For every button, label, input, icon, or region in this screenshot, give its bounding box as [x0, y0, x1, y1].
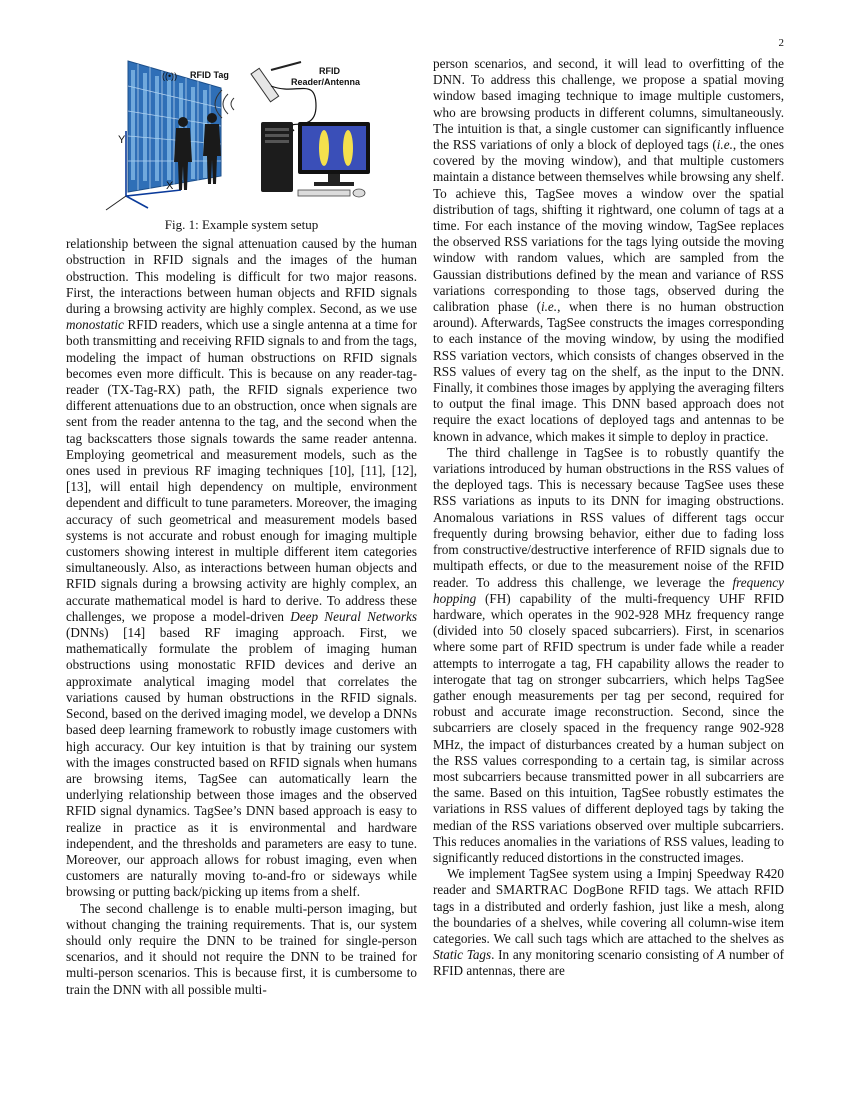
text-run: (DNNs) [14] based RF imaging approach. First, we mathematically formulate the problem of imaging human obstructions using monostatic RFID devices and derive an approximate analytical imaging model that correlates the variations caused by human obstructions in the RFID signals. Second, based on the derived imaging model, we develop a DNNs based deep learning framework to robustly image customers with high accuracy. Our key intuition is that by training our system with the images constructed based on RFID signals when humans are browsing items, TagSee can automatically learn the underlying relationship between those images and the observed RFID signal dynamics. TagSee’s DNN based approach is easy to realize in practice as it is environmental and hardware independent, and the thresholds and parameters are easy to tune. Moreover, our approach allows for robust imaging, even when customers are naturally moving to-and-fro or sideways while browsing or putting back/picking up items from a shelf. [66, 625, 417, 900]
text-run: , when there is no human obstruction around). Afterwards, TagSee constructs the images corresponding to each instance of the moving window, by using the modified RSS variation vectors, which consists of changes observed in the RSS values of every tag on the shelf, as the input to the DNN. Finally, it combines those images by applying the averaging filters to output the final image. This DNN based approach does not require the exact locations of deployed tags and antennas to be known in advance, which makes it simple to deploy in practice. [433, 299, 784, 444]
figure-label-rfid-tag: RFID Tag [190, 70, 229, 80]
italic-term: Deep Neural Networks [290, 608, 417, 624]
text-run: , the ones covered by the moving window), and that multiple customers maintain a distance between themselves while browsing any shelf. To achieve this, TagSee moves a window over the spatial distribution of tags, shifting it rightward, one column of tags at a time. For each instance of the moving window, TagSee replaces the observed RSS variations for the tags lying outside the moving window with random values, which are sampled from the Gaussian distributions defined by the mean and variance of RSS variations corresponding to those tags, observed during the calibration phase ( [433, 137, 784, 315]
figure-caption: Fig. 1: Example system setup [164, 217, 319, 232]
figure-system-setup [66, 56, 417, 216]
italic-term: i.e. [540, 299, 558, 315]
right-paragraph-1 [433, 56, 784, 445]
italic-term: i.e. [716, 137, 733, 153]
italic-term: Static Tags [433, 947, 492, 963]
text-run: number of RFID antennas, there are [433, 947, 784, 979]
text-run: We implement TagSee system using a Impinj Speedway R420 reader and SMARTRAC DogBone RFID tags. We attach RFID tags in a distributed and orderly fashion, just like a mesh, along the boundaries of a shelves, while covering all column-wise item categories. We call such tags which are attached to the shelves as [433, 866, 784, 946]
text-run: RFID readers, which use a single antenna at a time for both transmitting and receiving RFID signals to and from the tags, modeling the impact of human obstructions on RFID signals becomes even more difficult. This is because on any reader-tag-reader (TX-Tag-RX) path, the RFID signals experience two different attenuations due to an obstruction, once when signals are sent from the reader antenna to the tag, and the second when the tag backscatters those signals towards the same reader antenna. Employing geometrical and measurement models, such as the ones used in previous RF imaging techniques [10], [11], [12], [13], will entail high dependency on multiple, environment dependent and difficult to tune parameters. Moreover, the imaging accuracy of such geometrical and measurement models based systems is not accurate and robust enough for imaging multiple customers showing interest in multiple different item categories simultaneously. Also, as interactions between human objects and RFID signals during a browsing activity are highly complex, an accurate mathematical model is hard to derive. To address these challenges, we propose a model-driven [66, 317, 417, 624]
text-run: (FH) capability of the multi-frequency UHF RFID hardware, which operates in the 902-928 MHz frequency range (divided into 50 closely spaced subcarriers). First, in scenarios where some part of RFID spectrum is under fade while a reader attempts to interrogate a tag, FH capability allows the reader to interogate that tag on stronger subcarriers, which helps TagSee gather enough measurements per tag per second, required for robust and accurate image reconstruction. Second, since the subcarriers are closely spaced in the frequency range 902-928 MHz, the impact of disturbances created by a human subject on the RSS values corresponding to a certain tag, is similar across most subcarriers because transmitted power in all subcarriers are the same. Based on this intuition, TagSee robustly estimates the variations in RSS values of different deployed tags by taking the median of the RSS variations observed over multiple subcarriers. This reduces anomalies in the variations of RSS values, leading to significantly reduced distortions in the constructed images. [433, 590, 784, 865]
figure-axis-y-label: Y [118, 134, 126, 146]
svg-text:((•)): ((•)) [162, 71, 178, 81]
text-run: person scenarios, and second, it will lead to overfitting of the DNN. To address this challenge, we propose a spatial moving window based imaging technique to image multiple customers, who are browsing products in different columns, simultaneously. The intuition is that, a single customer can significantly influence the RSS variations of only a block of deployed tags ( [433, 56, 784, 153]
figure-axis-x-label: X [166, 180, 174, 192]
left-paragraph-1 [66, 236, 417, 900]
right-paragraph-2 [433, 445, 784, 866]
italic-term: A [717, 947, 726, 963]
italic-term: frequency hopping [433, 574, 784, 606]
text-run: . In any monitoring scenario consisting of [491, 947, 718, 963]
system-setup-illustration [66, 56, 417, 216]
figure-label-reader-2: Reader/Antenna [291, 77, 361, 87]
figure-label-reader-1: RFID [319, 66, 340, 76]
page-number: 2 [778, 37, 784, 49]
right-column [433, 56, 784, 980]
left-paragraph-2: The second challenge is to enable multi-person imaging, but without changing the training requirements. That is, our system should only require the DNN to be trained for single-person scenarios, and it should not require the DNN to be trained for multi-person scenarios. This is because first, it is cumbersome to train the DNN with all possible multi- [66, 900, 417, 997]
left-column [66, 56, 417, 998]
right-paragraph-3 [433, 866, 784, 979]
italic-term: monostatic [66, 317, 124, 333]
text-run: relationship between the signal attenuation caused by the human obstruction in RFID signals and the images of the human obstruction. This modeling is difficult for two major reasons. First, the interactions between human objects and RFID signals during a browsing activity are highly complex. Second, as we use [66, 236, 417, 317]
text-run: The third challenge in TagSee is to robustly quantify the variations introduced by human obstructions in the RSS values of the deployed tags. This is necessary because TagSee uses these RSS variations as inputs to its DNN for imaging obstructions. Anomalous variations in RSS values of different tags occur frequently during browsing behavior, either due to fading loss from constructive/destructive interference of RFID signals due to multipath effects, or due to the measurement noise of the RFID reader. To address this challenge, we leverage the [433, 444, 784, 590]
